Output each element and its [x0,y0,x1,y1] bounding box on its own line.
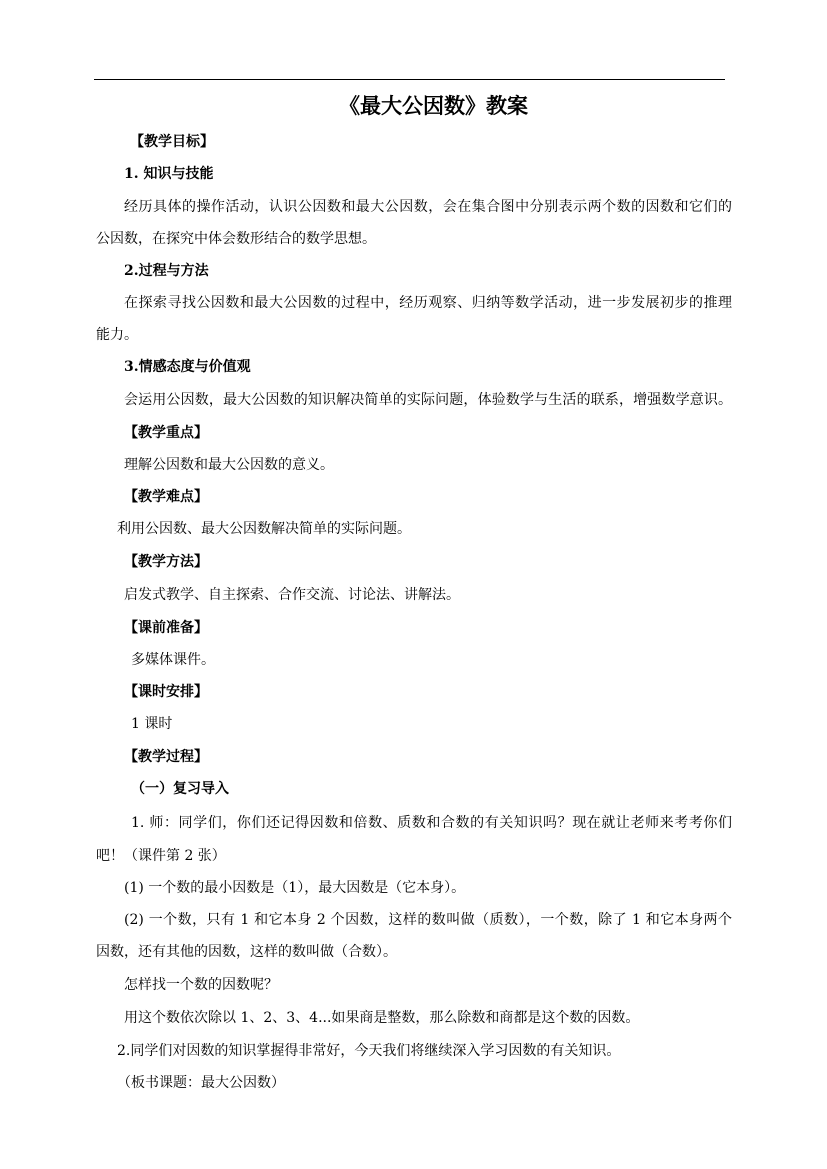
knowledge-text-1: 经历具体的操作活动，认识公因数和最大公因数，会在集合图中分别表示两个数的因数和它们的 [124,199,732,215]
schedule-text: 1 课时 [131,716,173,732]
method-heading: 【教学方法】 [124,554,208,570]
knowledge-heading: 1. 知识与技能 [124,166,214,182]
prep-text: 多媒体课件。 [131,652,215,668]
header-rule [94,79,725,80]
process-text-2: 能力。 [96,327,138,343]
page-title: 《最大公因数》教案 [339,93,528,118]
method-text: 启发式教学、自主探索、合作交流、讨论法、讲解法。 [124,587,460,603]
paragraph-2: 2.同学们对因数的知识掌握得非常好，今天我们将继续深入学习因数的有关知识。 [117,1043,621,1059]
question-1: (1) 一个数的最小因数是（1），最大因数是（它本身）。 [124,880,466,896]
how-answer: 用这个数依次除以 1、2、3、4...如果商是整数，那么除数和商都是这个数的因数。 [124,1010,640,1026]
board-text: （板书课题：最大公因数） [117,1075,285,1091]
objectives-heading: 【教学目标】 [130,134,214,150]
difficulty-text: 利用公因数、最大公因数解决简单的实际问题。 [117,521,411,537]
process2-heading: 【教学过程】 [124,749,208,765]
knowledge-text-2: 公因数，在探究中体会数形结合的数学思想。 [96,231,376,247]
key-heading: 【教学重点】 [124,425,208,441]
prep-heading: 【课前准备】 [124,620,208,636]
question-2-line-2: 因数，还有其他的因数，这样的数叫做（合数）。 [96,944,397,960]
difficulty-heading: 【教学难点】 [124,489,208,505]
review-heading: （一）复习导入 [131,781,229,797]
key-text: 理解公因数和最大公因数的意义。 [124,457,334,473]
review-text-2: 吧！（课件第 2 张） [96,848,226,864]
emotion-heading: 3.情感态度与价值观 [124,359,251,375]
how-text: 怎样找一个数的因数呢？ [124,977,278,993]
question-2-line-1: (2) 一个数，只有 1 和它本身 2 个因数，这样的数叫做（质数），一个数，除了 1 和它本身两个 [124,912,732,928]
process-heading: 2.过程与方法 [124,263,209,279]
emotion-text: 会运用公因数，最大公因数的知识解决简单的实际问题，体验数学与生活的联系，增强数学意识。 [124,392,732,408]
process-text-1: 在探索寻找公因数和最大公因数的过程中，经历观察、归纳等数学活动，进一步发展初步的推理 [124,295,732,311]
schedule-heading: 【课时安排】 [124,684,208,700]
review-text-1: 1. 师：同学们，你们还记得因数和倍数、质数和合数的有关知识吗？现在就让老师来考考你们 [131,815,732,831]
